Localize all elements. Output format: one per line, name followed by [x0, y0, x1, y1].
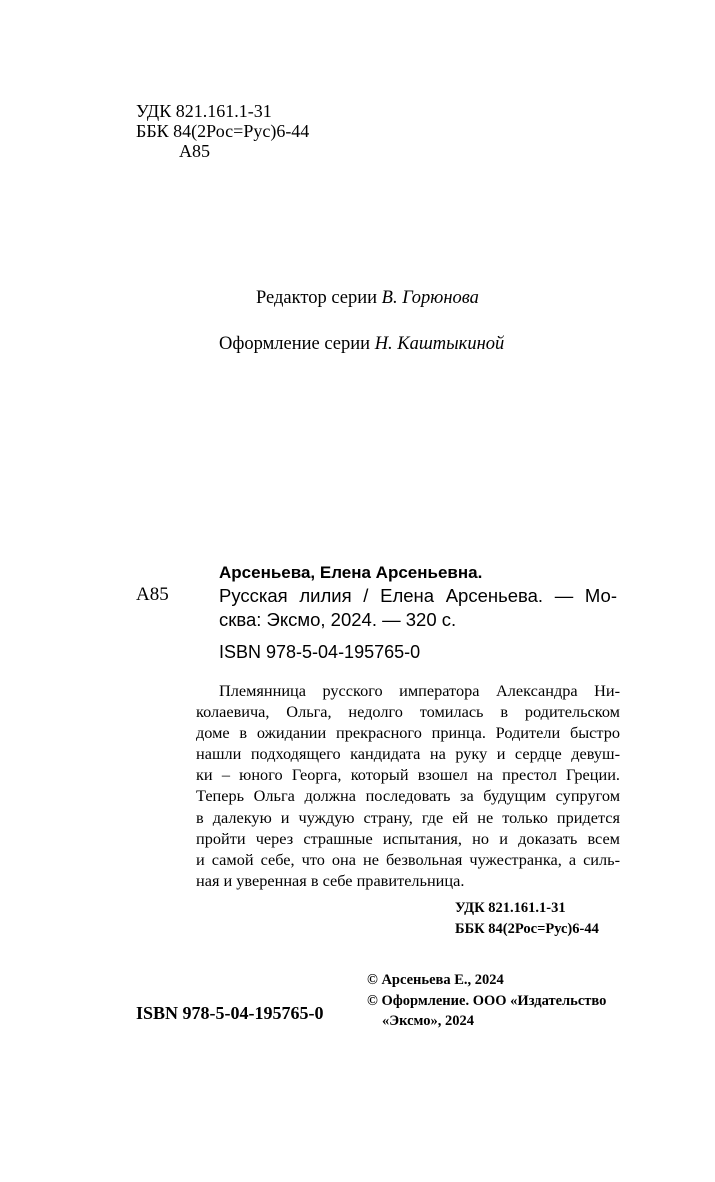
- udk-code: УДК 821.161.1-31: [136, 101, 272, 121]
- copyright-block: [367, 970, 606, 1032]
- catalog-title-line-1: Русская лилия / Елена Арсеньева. — Мо-: [219, 585, 617, 606]
- catalog-code: А85: [136, 584, 169, 605]
- copyright-design-continued: «Эксмо», 2024: [382, 1013, 474, 1029]
- catalog-author: Арсеньева, Елена Арсеньевна.: [219, 563, 483, 582]
- catalog-isbn: ISBN 978-5-04-195765-0: [219, 642, 421, 662]
- annotation-line: Племянница русского императора Александра Ни-: [219, 681, 620, 700]
- author-sign: А85: [179, 141, 210, 161]
- book-annotation: [196, 680, 620, 891]
- annotation-line: ная и уверенная в себе правительница.: [196, 870, 465, 890]
- copyright-author: © Арсеньева Е., 2024: [367, 972, 504, 988]
- series-design-name: Н. Каштыкиной: [374, 334, 505, 354]
- footer-classification: [455, 898, 599, 940]
- footer-bbk: ББК 84(2Рос=Рус)6-44: [455, 921, 599, 937]
- annotation-line: Теперь Ольга должна последовать за будущим супругом: [196, 786, 620, 806]
- annotation-line: в далекую и чуждую страну, где ей не только придется: [196, 807, 620, 827]
- catalog-title: [219, 584, 617, 632]
- catalog-title-line-2: сква: Эксмо, 2024. — 320 с.: [219, 609, 457, 630]
- series-editor-label: Редактор серии: [256, 288, 378, 308]
- series-editor-credit: [256, 288, 479, 309]
- series-editor-name: В. Горюнова: [381, 288, 479, 308]
- footer-isbn: ISBN 978-5-04-195765-0: [136, 1003, 324, 1023]
- annotation-line: и самой себе, что она не безвольная чужестранка, а силь-: [196, 849, 620, 869]
- copyright-design: © Оформление. ООО «Издательство: [367, 992, 607, 1009]
- annotation-line: нашли подходящего кандидата на руку и сердце девуш-: [196, 744, 620, 764]
- annotation-line: колаевича, Ольга, недолго томилась в родительском: [196, 702, 620, 722]
- annotation-line: доме в ожидании прекрасного принца. Родители быстро: [196, 723, 620, 743]
- bbk-code: ББК 84(2Рос=Рус)6-44: [136, 121, 310, 141]
- classification-codes: [136, 101, 309, 161]
- series-design-label: Оформление серии: [219, 334, 371, 354]
- annotation-line: пройти через страшные испытания, но и доказать всем: [196, 828, 620, 848]
- series-design-credit: [219, 334, 504, 355]
- annotation-line: ки – юного Георга, который взошел на престол Греции.: [196, 765, 620, 785]
- footer-udk: УДК 821.161.1-31: [455, 900, 566, 916]
